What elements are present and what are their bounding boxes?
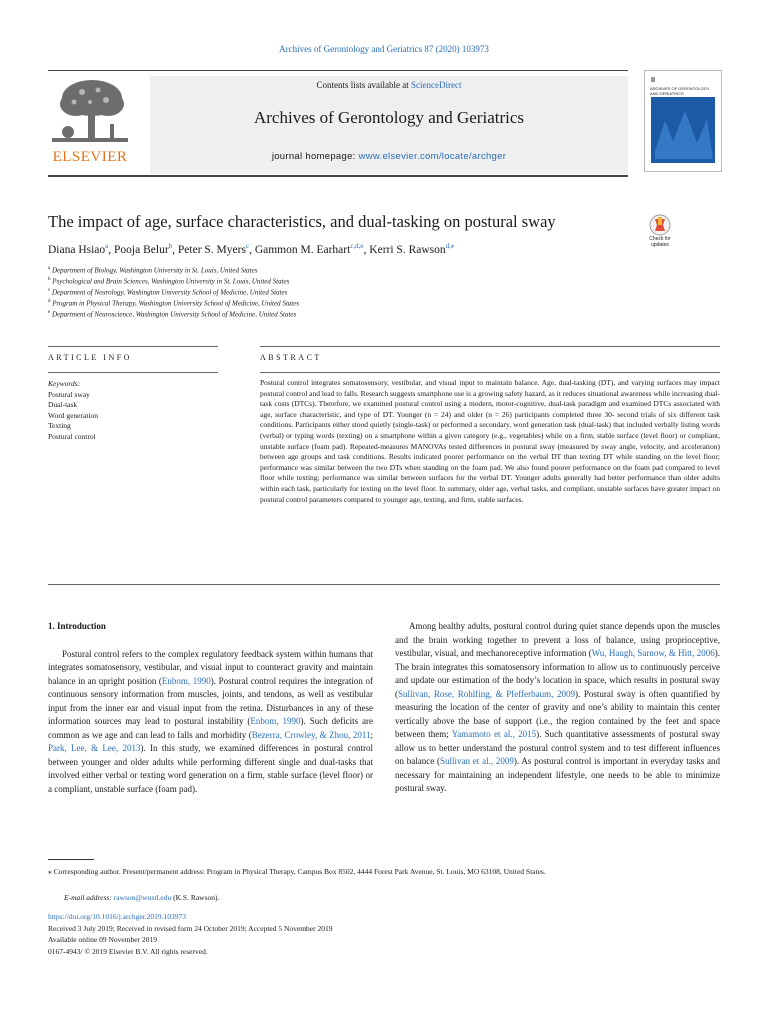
- affiliation-a: [48, 266, 257, 274]
- abstract-text: Postural control integrates somatosensory, vestibular, and visual input to maintain balance. Age, dual-tasking (DT), and varying surfaces may impact postural control and lead to falls. Research suggests smartphone use is a growing safety hazard, as it reduces situational awareness while increasing dual-task costs (DTCs). Therefore, we examined postural control using a modern, motor-cognitive, dual-task paradigm and examined DTCs associated with age, surface characteristic, and type of DT. Younger (n = 24) and older (n = 26) participants completed three 30- second trials of six different task conditions. Participants either stood quietly (single-task) or performed a secondary, word generation task (dual-task) that included verbally listing words (verbal) or typing words (texting) on a smartphone within a given category (e.g., vegetables) while on a firm, stable surface (level floor) or compliant, unstable surface (foam pad). Repeated-measures MANOVAs tested differences in postural sway (measured by sway angle, velocity, and acceleration) between age groups and task conditions. Results indicated poorer performance on the verbal DT than texting DT while standing on the level floor; performance was similar between the two DTs when standing on the foam pad. We also found poorer performance on the foam pad compared to level floor while texting; performance was similar between surfaces for the verbal DT. Younger adults generally had better performance than older adults within each task, particularly for texting on the level floor. In summary, older age, verbal tasks, and compliant, unstable surfaces have greater impact on postural control parameters compared to younger age, texting, and firm, stable surfaces.: [260, 378, 720, 504]
- affiliation-text: Department of Biology, Washington University in St. Louis, United States: [51, 266, 258, 275]
- affiliation-text: Psychological and Brain Sciences, Washington University in St. Louis, United States: [52, 277, 290, 286]
- author-name: Peter S. Myers: [177, 243, 246, 256]
- author-affiliation-marker[interactable]: b: [168, 242, 173, 250]
- body-column-right: [395, 620, 720, 796]
- author-name: Gammon M. Earhart: [254, 243, 351, 256]
- citation-link[interactable]: Enbom, 1990: [250, 716, 301, 726]
- paragraph-text: ). Postural sway is often quantified by measuring the location of the center of gravity and one’s ability to maintain this center vertically above the base of support (i.e., the region contained by the feet and space between them;: [395, 688, 720, 739]
- publication-info: [48, 911, 333, 957]
- paragraph-text: ). Such quantitative assessments of postural sway allow us to better understand the postural control system and to test different influences on balance (: [395, 729, 720, 766]
- abstract-rule: [260, 346, 720, 347]
- paragraph-text: ). As postural control is important in everyday tasks and necessary for maintaining an independent lifestyle, one needs to be able to minimize postural sway.: [395, 756, 720, 793]
- paragraph-text: Postural control refers to the complex regulatory feedback system within humans that integrates somatosensory, vestibular, and visual input to counteract gravity and maintain balance in an upright position (: [48, 648, 373, 686]
- citation-link[interactable]: Park, Lee, & Lee, 2013: [48, 743, 141, 753]
- doi-link[interactable]: https://doi.org/10.1016/j.archger.2019.103973: [48, 912, 186, 921]
- email-suffix: (K.S. Rawson).: [171, 893, 220, 902]
- paragraph-text: ). The brain integrates this somatosensory information to allow us to continuously perceive and update our estimation of the body’s location in space, which results in postural sway (: [395, 648, 720, 699]
- sciencedirect-link[interactable]: ScienceDirect: [411, 80, 462, 90]
- homepage-prefix: journal homepage:: [271, 151, 359, 162]
- publisher-name: ELSEVIER: [52, 149, 128, 165]
- keywords-label: Keywords:: [48, 379, 81, 388]
- contents-prefix: Contents lists available at: [316, 80, 411, 90]
- paragraph-text: Among healthy adults, postural control during quiet stance depends upon the muscles and the brain working together to prevent a loss of balance, using proprioceptive, vestibular, visual, and mechanoreceptive information (: [395, 621, 720, 658]
- crossmark-badge[interactable]: [644, 213, 676, 255]
- email-link[interactable]: rawson@wustl.edu: [113, 893, 172, 902]
- header-divider-bottom: [48, 175, 628, 177]
- affiliation-marker: b: [48, 277, 51, 282]
- author-name: Pooja Belur: [114, 243, 169, 256]
- email-label: E-mail address:: [64, 893, 114, 902]
- intro-paragraph-2: [395, 620, 720, 796]
- body-column-left: [48, 620, 373, 796]
- homepage-link[interactable]: www.elsevier.com/locate/archger: [358, 151, 507, 162]
- affiliation-b: [48, 277, 289, 285]
- citation-link[interactable]: Yamamoto et al., 2015: [451, 729, 537, 739]
- author-name: Kerri S. Rawson: [369, 243, 446, 256]
- author-affiliation-marker[interactable]: c: [245, 242, 250, 250]
- keyword-item: Postural control: [48, 431, 96, 441]
- paragraph-text: ). Such deficits are common as we age and can lead to falls and morbidity (: [48, 716, 373, 740]
- citation-link[interactable]: Sullivan, Rose, Rohlfing, & Pfefferbaum, 2009: [398, 688, 575, 699]
- journal-reference[interactable]: Archives of Gerontology and Geriatrics 87 (2020) 103973: [279, 44, 489, 54]
- affiliation-e: [48, 310, 296, 318]
- keyword-item: Texting: [48, 421, 71, 430]
- affiliation-text: Department of Neuroscience, Washington University School of Medicine, United States: [51, 310, 297, 319]
- contents-line: [150, 80, 628, 90]
- corresponding-author-note: ⁎ Corresponding author. Present/permanent address: Program in Physical Therapy, Campus Box 8502, 4444 Forest Park Avenue, St. Louis, MO 63108, United States.: [48, 867, 546, 876]
- affiliation-marker: c: [48, 288, 51, 293]
- header-divider: [48, 70, 628, 71]
- intro-paragraph-1: [48, 648, 373, 797]
- article-info-heading: ARTICLE INFO: [48, 353, 132, 362]
- author-name: Diana Hsiao: [48, 243, 106, 256]
- author-affiliation-marker[interactable]: c,d,e: [350, 242, 364, 250]
- keyword-item: Dual-task: [48, 400, 78, 409]
- copyright: 0167-4943/ © 2019 Elsevier B.V. All rights reserved.: [48, 946, 208, 956]
- footnote-rule: [48, 859, 94, 860]
- email-line: [64, 893, 219, 902]
- article-title: The impact of age, surface characteristics, and dual-tasking on postural sway: [48, 212, 556, 231]
- homepage-line: [150, 151, 628, 162]
- citation-link[interactable]: Bezerra, Crowley, & Zhou, 2011: [251, 729, 371, 740]
- available-online: Available online 09 November 2019: [48, 935, 157, 944]
- keywords-block: [48, 379, 98, 442]
- abstract-bottom-rule: [48, 584, 720, 585]
- keyword-item: Word generation: [48, 410, 99, 420]
- journal-title: Archives of Gerontology and Geriatrics: [253, 108, 525, 127]
- citation-link[interactable]: Enbom, 1990: [161, 675, 211, 686]
- article-info-rule: [48, 346, 218, 347]
- abstract-rule-2: [260, 372, 720, 373]
- paragraph-text: ;: [370, 729, 373, 740]
- affiliation-c: [48, 288, 287, 296]
- keyword-item: Postural sway: [48, 389, 90, 399]
- affiliation-marker: a: [48, 266, 51, 271]
- affiliation-d: [48, 299, 299, 307]
- paragraph-text: ). In this study, we examined differences in postural control between younger and older adults while performing different single and dual-tasks that involved either verbal or texting word generation on a firm, stable surface (level floor) or a compliant, unstable surface (foam pad).: [48, 743, 373, 794]
- citation-link[interactable]: Sullivan et al., 2009: [440, 756, 514, 766]
- abstract-heading: ABSTRACT: [260, 353, 322, 362]
- affiliation-text: Department of Neurology, Washington University School of Medicine, United States: [51, 288, 288, 297]
- affiliation-marker: e: [48, 310, 51, 315]
- cover-title: ARCHIVES OF GERONTOLOGY AND GERIATRICS: [650, 86, 710, 96]
- author-list: Diana Hsiao$^a$, Pooja Belur$^b$, Peter S. Myers$^c$, Gammon M. Earhart$^{c,d,e}$, Kerri S. Rawson$^{d,⁎}$: [48, 242, 455, 256]
- section-heading-introduction: 1. Introduction: [48, 621, 106, 631]
- crossmark-label: Check for updates: [649, 236, 671, 248]
- article-info-rule-2: [48, 372, 218, 373]
- received-dates: Received 3 July 2019; Received in revised form 24 October 2019; Accepted 5 November 2019: [48, 923, 333, 933]
- affiliation-text: Program in Physical Therapy, Washington University School of Medicine, United States: [52, 299, 300, 308]
- author-affiliation-marker[interactable]: a: [105, 242, 109, 250]
- author-affiliation-marker[interactable]: d,⁎: [445, 242, 455, 250]
- citation-link[interactable]: Wu, Haugh, Sarnow, & Hitt, 2006: [591, 648, 715, 658]
- affiliation-marker: d: [48, 299, 51, 304]
- paragraph-text: ). Postural control requires the integration of continuous sensory information from muscles, joints, and tendons, as well as vestibular input from the inner ear and visual input from the retina. Disturbances in any of these information sources may lead to postural instability (: [48, 675, 373, 726]
